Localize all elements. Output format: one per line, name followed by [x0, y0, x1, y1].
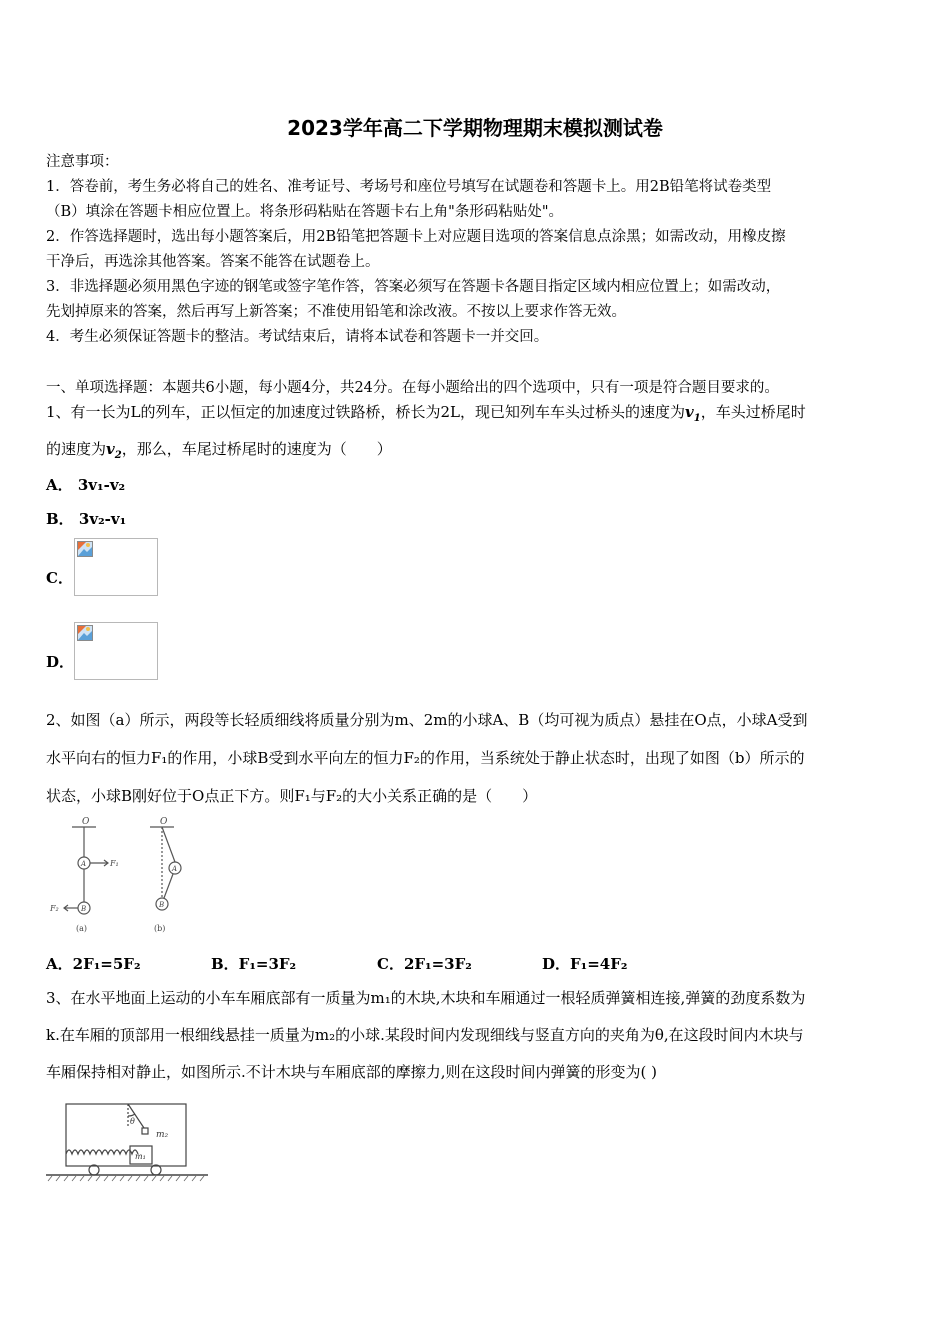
q2-fig-label: F₁ [110, 859, 119, 868]
q3-fig-label: m₁ [135, 1152, 146, 1161]
q2-figure [46, 815, 196, 937]
notice-block [46, 150, 906, 350]
q2-line-1: 2、如图（a）所示，两段等长轻质细线将质量分别为m、2m的小球A、B（均可视为质点）悬挂在O点，小球A受到 [46, 711, 808, 729]
notice-item-1b: （B）填涂在答题卡相应位置上。将条形码粘贴在答题卡右上角"条形码粘贴处"。 [46, 204, 563, 220]
q1-option-a[interactable] [46, 474, 125, 495]
broken-image-icon [77, 625, 93, 641]
q2-fig-label: (b) [154, 924, 166, 933]
q3-fig-label: m₂ [156, 1130, 169, 1140]
q2-option-b[interactable]: B．F₁=3F₂ [211, 955, 297, 973]
q3-figure [44, 1100, 210, 1184]
notice-item-3b: 先划掉原来的答案，然后再写上新答案；不准使用铅笔和涂改液。不按以上要求作答无效。 [46, 304, 626, 320]
q2-fig-label: B [159, 901, 165, 909]
q3-line-1: 3、在水平地面上运动的小车车厢底部有一质量为m₁的木块,木块和车厢通过一根轻质弹簧相连接,弹簧的劲度系数为 [46, 989, 806, 1007]
q1-option-c-label[interactable]: C． [46, 569, 73, 587]
q1-line-2 [46, 438, 392, 461]
q1-text-2b: ，那么，车尾过桥尾时的速度为（ ） [121, 440, 392, 458]
q1-option-d-label[interactable]: D． [46, 653, 75, 671]
q2-fig-label: A [172, 865, 178, 873]
q1-option-b[interactable] [46, 508, 126, 529]
q2-fig-label: A [81, 860, 87, 868]
notice-item-3a: 3．非选择题必须用黑色字迹的钢笔或签字笔作答，答案必须写在答题卡各题目指定区域内相应位置上；如需改动， [46, 279, 781, 295]
q2-fig-label: O [82, 817, 90, 827]
q2-fig-label: F₂ [50, 904, 59, 913]
broken-image-icon [77, 541, 93, 557]
notice-item-2b: 干净后，再选涂其他答案。答案不能答在试题卷上。 [46, 254, 380, 270]
q1-line-1 [46, 401, 806, 424]
q2-option-d[interactable]: D．F₁=4F₂ [542, 955, 628, 973]
q3-fig-label: θ [130, 1117, 135, 1126]
notice-item-4: 4．考生必须保证答题卡的整洁。考试结束后，请将本试卷和答题卡一并交回。 [46, 329, 549, 345]
q1-text-1b: ，车头过桥尾时 [700, 403, 806, 421]
page-title: 2023学年高二下学期物理期末模拟测试卷 [287, 116, 663, 140]
q1-symbol-v1: $v_1$ [685, 403, 701, 424]
q2-option-a[interactable]: A．2F₁=5F₂ [46, 955, 141, 973]
q1-option-b-label: B． [46, 510, 74, 528]
q2-fig-label: B [81, 905, 87, 913]
q2-line-2: 水平向右的恒力F₁的作用，小球B受到水平向左的恒力F₂的作用，当系统处于静止状态时，出现了如图（b）所示的 [46, 749, 805, 767]
notice-item-1a: 1．答卷前，考生务必将自己的姓名、准考证号、考场号和座位号填写在试题卷和答题卡上。用2B铅笔将试卷类型 [46, 179, 772, 195]
q3-line-3: 车厢保持相对静止，如图所示.不计木块与车厢底部的摩擦力,则在这段时间内弹簧的形变为( ) [46, 1063, 658, 1081]
q1-text-2a: 的速度为 [46, 440, 107, 458]
q2-option-c[interactable]: C．2F₁=3F₂ [377, 955, 472, 973]
q2-line-3: 状态，小球B刚好位于O点正下方。则F₁与F₂的大小关系正确的是（ ） [46, 787, 538, 805]
q2-fig-label: (a) [76, 924, 88, 933]
q1-option-c-image [74, 538, 158, 596]
notice-item-2a: 2．作答选择题时，选出每小题答案后，用2B铅笔把答题卡上对应题目选项的答案信息点涂黑；如需改动，用橡皮擦 [46, 229, 786, 245]
q2-fig-label: O [160, 817, 168, 827]
q1-option-b-text: 3v₂-v₁ [78, 510, 127, 528]
q3-line-2: k.在车厢的顶部用一根细线悬挂一质量为m₂的小球.某段时间内发现细线与竖直方向的夹角为θ,在这段时间内木块与 [46, 1026, 804, 1044]
q1-option-a-label: A． [46, 476, 73, 494]
section-heading: 一、单项选择题：本题共6小题，每小题4分，共24分。在每小题给出的四个选项中，只有一项是符合题目要求的。 [46, 380, 779, 396]
q1-option-a-text: 3v₁-v₂ [77, 476, 126, 494]
q1-option-d-image [74, 622, 158, 680]
notice-heading: 注意事项： [46, 154, 119, 170]
q1-text-1a: 1、有一长为L的列车，正以恒定的加速度过铁路桥，桥长为2L，现已知列车车头过桥头的速度为 [46, 403, 686, 421]
q1-symbol-v2: $v_2$ [106, 440, 122, 461]
